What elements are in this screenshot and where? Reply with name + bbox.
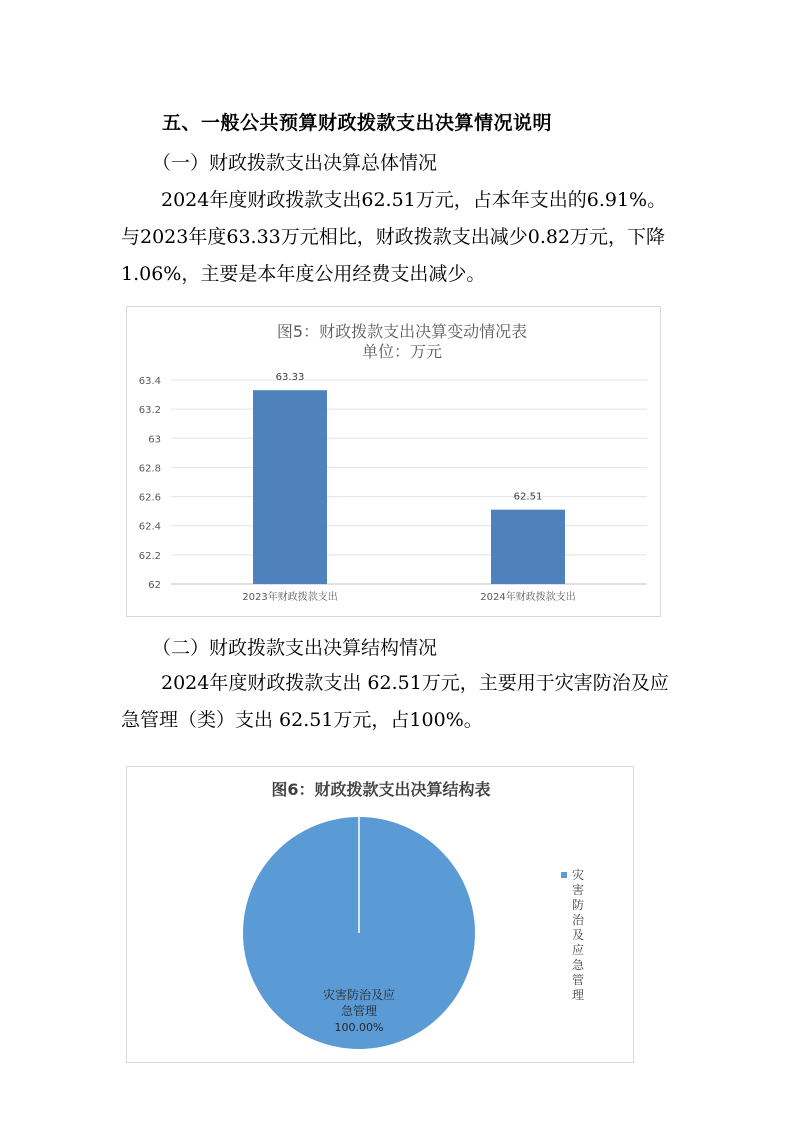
pie-legend-char: 管 [571,973,585,987]
subheading-overall: （一）财政拨款支出决算总体情况 [152,152,438,174]
paragraph-structure-text: 2024年度财政拨款支出 62.51万元，主要用于灾害防治及应急管理（类）支出 62.51万元，占100%。 [121,672,669,731]
pie-legend-char: 治 [571,913,585,927]
bar-data-label: 63.33 [275,372,305,384]
section-heading: 五、一般公共预算财政拨款支出决算情况说明 [162,112,553,134]
bar-y-tick-label: 62.6 [138,492,161,504]
bar-y-tick-label: 62.4 [138,521,161,533]
bar [491,510,565,584]
bar-chart-gridlines [171,380,647,584]
paragraph-overall-text: 2024年度财政拨款支出62.51万元，占本年支出的6.91%。与2023年度63.33万元相比，财政拨款支出减少0.82万元，下降1.06%，主要是本年度公用经费支出减少。 [121,189,667,285]
pie-legend-char: 及 [571,928,585,942]
pie-legend-label [572,867,585,1002]
bar-chart-title: 图5：财政拨款支出决算变动情况表 [276,322,528,341]
bar-chart-y-axis [139,376,161,591]
pie-legend-char: 灾 [571,868,585,882]
pie-slice-label-name-line2: 急管理 [340,1004,378,1018]
pie-legend-char: 理 [571,988,585,1002]
bar-chart [127,307,660,616]
bar-y-tick-label: 62.8 [138,463,161,475]
bar-chart-x-axis [242,590,575,603]
bar-chart-frame [126,306,661,617]
bar-x-tick-label: 2024年财政拨款支出 [480,592,576,603]
paragraph-structure [121,665,676,739]
pie-chart-title: 图6：财政拨款支出决算结构表 [271,780,491,799]
pie-slice-label-name-line1: 灾害防治及应 [322,988,396,1002]
pie-legend-char: 急 [571,958,585,972]
pie-legend-swatch [561,872,567,878]
paragraph-overall [121,182,676,293]
pie-legend-char: 应 [571,943,585,957]
bar-y-tick-label: 63.4 [138,376,161,387]
bar-y-tick-label: 62 [148,580,161,591]
bar-data-label: 62.51 [513,491,543,503]
bar [253,390,327,584]
pie-slice-label-percent: 100.00% [334,1021,384,1034]
pie-legend-char: 防 [571,898,585,912]
bar-x-tick-label: 2023年财政拨款支出 [242,592,338,603]
bar-chart-subtitle: 单位：万元 [361,342,443,361]
bar-y-tick-label: 63.2 [138,405,161,417]
bar-y-tick-label: 62.2 [138,550,161,562]
bar-y-tick-label: 63 [148,434,161,446]
subheading-structure: （二）财政拨款支出决算结构情况 [152,637,438,659]
pie-chart-frame [126,766,634,1063]
pie-legend-char: 害 [571,883,585,897]
pie-chart [127,767,633,1062]
